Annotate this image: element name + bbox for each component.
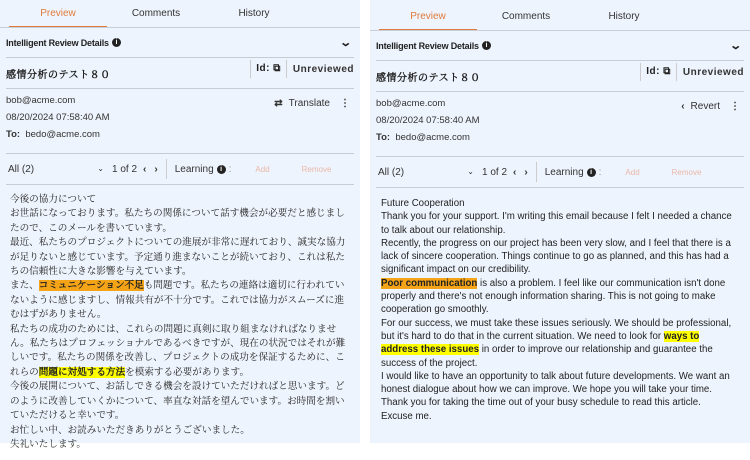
- from-address: bob@acme.com: [376, 98, 446, 109]
- email-body: [0, 185, 360, 460]
- highlighted-phrase[interactable]: コミュニケーション不足: [38, 280, 144, 292]
- body-paragraph: お忙しい中、お読みいただきありがとうございました。: [10, 424, 250, 436]
- body-paragraph: Thank you for taking the time out of your busy schedule to read this article.: [381, 397, 701, 409]
- tab-preview[interactable]: Preview: [9, 0, 107, 27]
- subject-title: 感情分析のテスト８０: [376, 72, 481, 84]
- sender-block: [6, 89, 354, 154]
- tab-preview[interactable]: Preview: [379, 3, 477, 30]
- info-icon[interactable]: i: [482, 41, 491, 50]
- highlighted-phrase[interactable]: 問題に対処する方法: [38, 366, 126, 378]
- prev-icon[interactable]: ‹: [143, 163, 147, 175]
- sent-date: 08/20/2024 07:58:40 AM: [6, 112, 110, 123]
- preview-panel-original: [0, 0, 360, 450]
- highlight-toolbar: All (2) ⌄ 1 of 2 ‹ › Learning i : Add Remove: [6, 154, 354, 185]
- status-badge: Unreviewed: [682, 66, 744, 78]
- tab-history[interactable]: History: [238, 8, 270, 19]
- paragraph-text: また、: [10, 280, 39, 292]
- pager: 1 of 2: [112, 163, 138, 175]
- body-paragraph: 今後の展開について、お話しできる機会を設けていただければと思います。どのように改善していくかについて、率直な対話を望んでいます。お時間を割いていただけると幸いです。: [10, 381, 345, 422]
- body-paragraph: [381, 317, 739, 370]
- next-icon[interactable]: ›: [524, 166, 528, 178]
- preview-panel-translated: [370, 0, 750, 443]
- highlighted-phrase[interactable]: ways to address these issues: [381, 330, 700, 356]
- prev-icon[interactable]: ‹: [513, 166, 517, 178]
- body-paragraph: [381, 277, 739, 317]
- intelligent-review-header[interactable]: [6, 28, 354, 58]
- chevron-down-icon[interactable]: ⌄: [339, 37, 352, 49]
- status-badge: Unreviewed: [292, 63, 354, 75]
- body-paragraph: Future Cooperation: [381, 198, 465, 209]
- body-paragraph: Recently, the progress on our project has been very slow, and I feel that there is a lack of sincere cooperation. Things continue to go as planned, and this has had a significant impact on our credibility.: [381, 237, 731, 276]
- paragraph-text: を模索する必要があります。: [125, 366, 250, 378]
- to-label: To:: [376, 132, 391, 143]
- body-paragraph: I would like to have an opportunity to talk about future developments. We want an honest dialogue about how we can improve. We hope you will take your time.: [381, 370, 730, 396]
- body-paragraph: Excuse me.: [381, 410, 432, 422]
- id-label: Id:: [256, 63, 270, 74]
- tab-comments[interactable]: Comments: [501, 11, 551, 22]
- copy-icon[interactable]: ⧉: [663, 66, 671, 77]
- revert-icon: ‹: [681, 101, 685, 112]
- ird-title: Intelligent Review Details: [6, 37, 109, 48]
- filter-value: All (2): [8, 163, 35, 175]
- revert-button[interactable]: [681, 101, 720, 112]
- next-icon[interactable]: ›: [154, 163, 158, 175]
- paragraph-text: 私たちの成功のためには、これらの問題に真剣に取り組まなければなりません。私たちはプロフェッショナルであるべきですが、現在の状況ではそれが難しいです。私たちの関係を改善し、プロジェクトの成功を保証するために、これらの: [10, 323, 346, 378]
- info-icon[interactable]: i: [112, 38, 121, 47]
- add-button[interactable]: Add: [255, 164, 270, 174]
- learning-label: Learning: [544, 166, 584, 178]
- tab-bar: [370, 3, 750, 31]
- chevron-down-icon[interactable]: ⌄: [729, 40, 742, 52]
- paragraph-text: For our success, we must take these issues seriously. We should be professional, but it's hard to do that in the current situation. We need to look for: [381, 317, 732, 342]
- email-body: [370, 188, 750, 432]
- body-paragraph: 今後の協力について: [10, 194, 97, 205]
- info-icon[interactable]: i: [587, 168, 596, 177]
- copy-icon[interactable]: ⧉: [273, 63, 281, 74]
- tab-comments[interactable]: Comments: [131, 8, 181, 19]
- chevron-down-icon: ⌄: [97, 163, 104, 173]
- ird-title: Intelligent Review Details: [376, 40, 479, 51]
- pager: 1 of 2: [482, 166, 508, 178]
- body-paragraph: [10, 279, 350, 322]
- remove-button[interactable]: Remove: [671, 167, 702, 177]
- highlight-toolbar: All (2) ⌄ 1 of 2 ‹ › Learning i : Add Remove: [376, 157, 744, 188]
- action-label: Translate: [288, 98, 330, 109]
- id-label: Id:: [646, 66, 660, 77]
- subject-title: 感情分析のテスト８０: [6, 69, 111, 81]
- id-copy[interactable]: [640, 63, 677, 81]
- intelligent-review-header[interactable]: [376, 31, 744, 61]
- action-label: Revert: [690, 101, 720, 112]
- highlighted-phrase[interactable]: Poor communication: [381, 277, 478, 289]
- tab-bar: [0, 0, 360, 28]
- from-address: bob@acme.com: [6, 95, 76, 106]
- filter-select[interactable]: [6, 164, 104, 175]
- translate-icon: ⇄: [274, 98, 283, 109]
- sender-block: [376, 92, 744, 157]
- to-address: bedo@acme.com: [395, 132, 470, 143]
- body-paragraph: 失礼いたします。: [10, 438, 86, 450]
- paragraph-text: in order to improve our relationship and guarantee the success of the project.: [381, 344, 713, 369]
- sent-date: 08/20/2024 07:58:40 AM: [376, 115, 480, 126]
- filter-select[interactable]: [376, 167, 474, 178]
- subject-row: [6, 58, 354, 89]
- body-paragraph: [10, 323, 350, 381]
- subject-row: [376, 61, 744, 92]
- to-label: To:: [6, 129, 21, 140]
- remove-button[interactable]: Remove: [301, 164, 332, 174]
- body-paragraph: 最近、私たちのプロジェクトについての進展が非常に遅れており、誠実な協力が足りないと感じています。予定通り進まないことが続いており、これは私たちの信頼性に大きな影響を与えています。: [10, 237, 346, 278]
- to-address: bedo@acme.com: [25, 129, 100, 140]
- body-paragraph: Thank you for your support. I'm writing this email because I felt I needed a chance to talk about our relationship.: [381, 211, 732, 236]
- body-paragraph: お世話になっております。私たちの関係について話す機会が必要だと感じましたので、このメールを書いています。: [10, 208, 345, 234]
- learning-label: Learning: [174, 163, 214, 175]
- paragraph-text: is also a problem. I feel like our communication isn't done properly and there's not enough information sharing. This is not going to make cooperation go smoothly.: [381, 277, 726, 316]
- filter-value: All (2): [378, 166, 405, 178]
- id-copy[interactable]: [250, 60, 287, 78]
- translate-button[interactable]: [274, 98, 330, 109]
- paragraph-text: も問題です。私たちの連絡は適切に行われていないように感じますし、情報共有が不十分です。これでは協力がスムーズに進むはずがありません。: [10, 280, 345, 321]
- more-options-icon[interactable]: ⋮: [730, 101, 740, 112]
- info-icon[interactable]: i: [217, 165, 226, 174]
- tab-history[interactable]: History: [608, 11, 640, 22]
- chevron-down-icon: ⌄: [467, 166, 474, 176]
- add-button[interactable]: Add: [625, 167, 640, 177]
- more-options-icon[interactable]: ⋮: [340, 98, 350, 109]
